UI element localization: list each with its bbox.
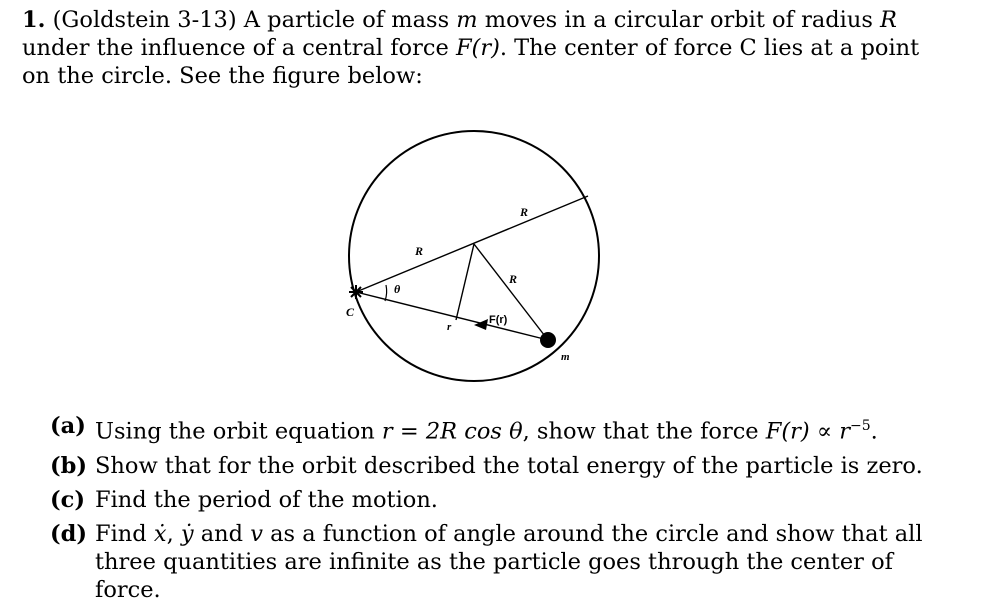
problem-statement bbox=[22, 6, 952, 90]
force-proportionality: F(r) ∝ r bbox=[765, 418, 850, 445]
orbit-equation: r = 2R cos θ bbox=[381, 418, 523, 445]
part-b-text: Show that for the orbit described the total energy of the particle is zero. bbox=[95, 452, 923, 479]
part-a-text-1: Using the orbit equation bbox=[95, 418, 382, 445]
part-c-text: Find the period of the motion. bbox=[95, 486, 438, 513]
part-d-text-3: as a function of angle around the circle and show that all three quantities are infinite as the particle goes through the center of force. bbox=[95, 520, 923, 603]
problem-text-1: (Goldstein 3-13) A particle of mass bbox=[45, 7, 457, 33]
part-a bbox=[50, 412, 950, 446]
part-b bbox=[50, 452, 950, 480]
force-symbol: F(r) bbox=[455, 35, 500, 61]
label-r-mid: R bbox=[509, 272, 518, 286]
orbit-diagram bbox=[336, 120, 626, 390]
part-label: (d) bbox=[50, 520, 88, 547]
problem-number: 1. bbox=[22, 7, 46, 33]
label-m: m bbox=[561, 351, 570, 363]
label-c: C bbox=[346, 305, 355, 319]
radius-symbol: R bbox=[880, 7, 897, 33]
part-d-text-2: and bbox=[193, 520, 251, 547]
part-a-text-2: , show that the force bbox=[522, 418, 766, 445]
y-dot-symbol: ẏ bbox=[180, 520, 194, 547]
force-exponent: −5 bbox=[849, 418, 871, 434]
label-force: F(r) bbox=[489, 314, 508, 326]
problem-text-3: under the influence of a central force bbox=[22, 35, 456, 61]
particle-dot bbox=[540, 332, 556, 348]
velocity-symbol: v bbox=[250, 520, 263, 547]
orbit-figure bbox=[336, 120, 626, 390]
center-of-force-star-icon bbox=[349, 285, 363, 299]
perpendicular-line bbox=[456, 244, 474, 320]
part-a-text-3: . bbox=[870, 418, 878, 445]
x-dot-symbol: ẋ bbox=[153, 520, 167, 547]
orbit-circle bbox=[349, 131, 599, 381]
part-label: (a) bbox=[50, 413, 86, 439]
label-r-small: r bbox=[447, 321, 452, 333]
diameter-line bbox=[356, 196, 588, 292]
theta-arc bbox=[385, 285, 387, 301]
part-label: (b) bbox=[50, 452, 88, 479]
radius-vector-line bbox=[356, 292, 548, 340]
part-label: (c) bbox=[50, 486, 85, 513]
label-r-left: R bbox=[415, 244, 424, 258]
force-arrow-head bbox=[474, 319, 488, 330]
part-d-text-1: Find bbox=[95, 520, 154, 547]
part-d bbox=[50, 520, 950, 604]
part-c bbox=[50, 486, 950, 514]
mass-symbol: m bbox=[456, 7, 478, 33]
problem-text-2: moves in a circular orbit of radius bbox=[477, 7, 881, 33]
problem-text-4: . The center of force C lies at a point on the circle. See the figure below: bbox=[22, 35, 920, 89]
part-d-sep: , bbox=[166, 520, 181, 547]
label-r-top: R bbox=[520, 205, 529, 219]
label-theta: θ bbox=[394, 282, 401, 296]
